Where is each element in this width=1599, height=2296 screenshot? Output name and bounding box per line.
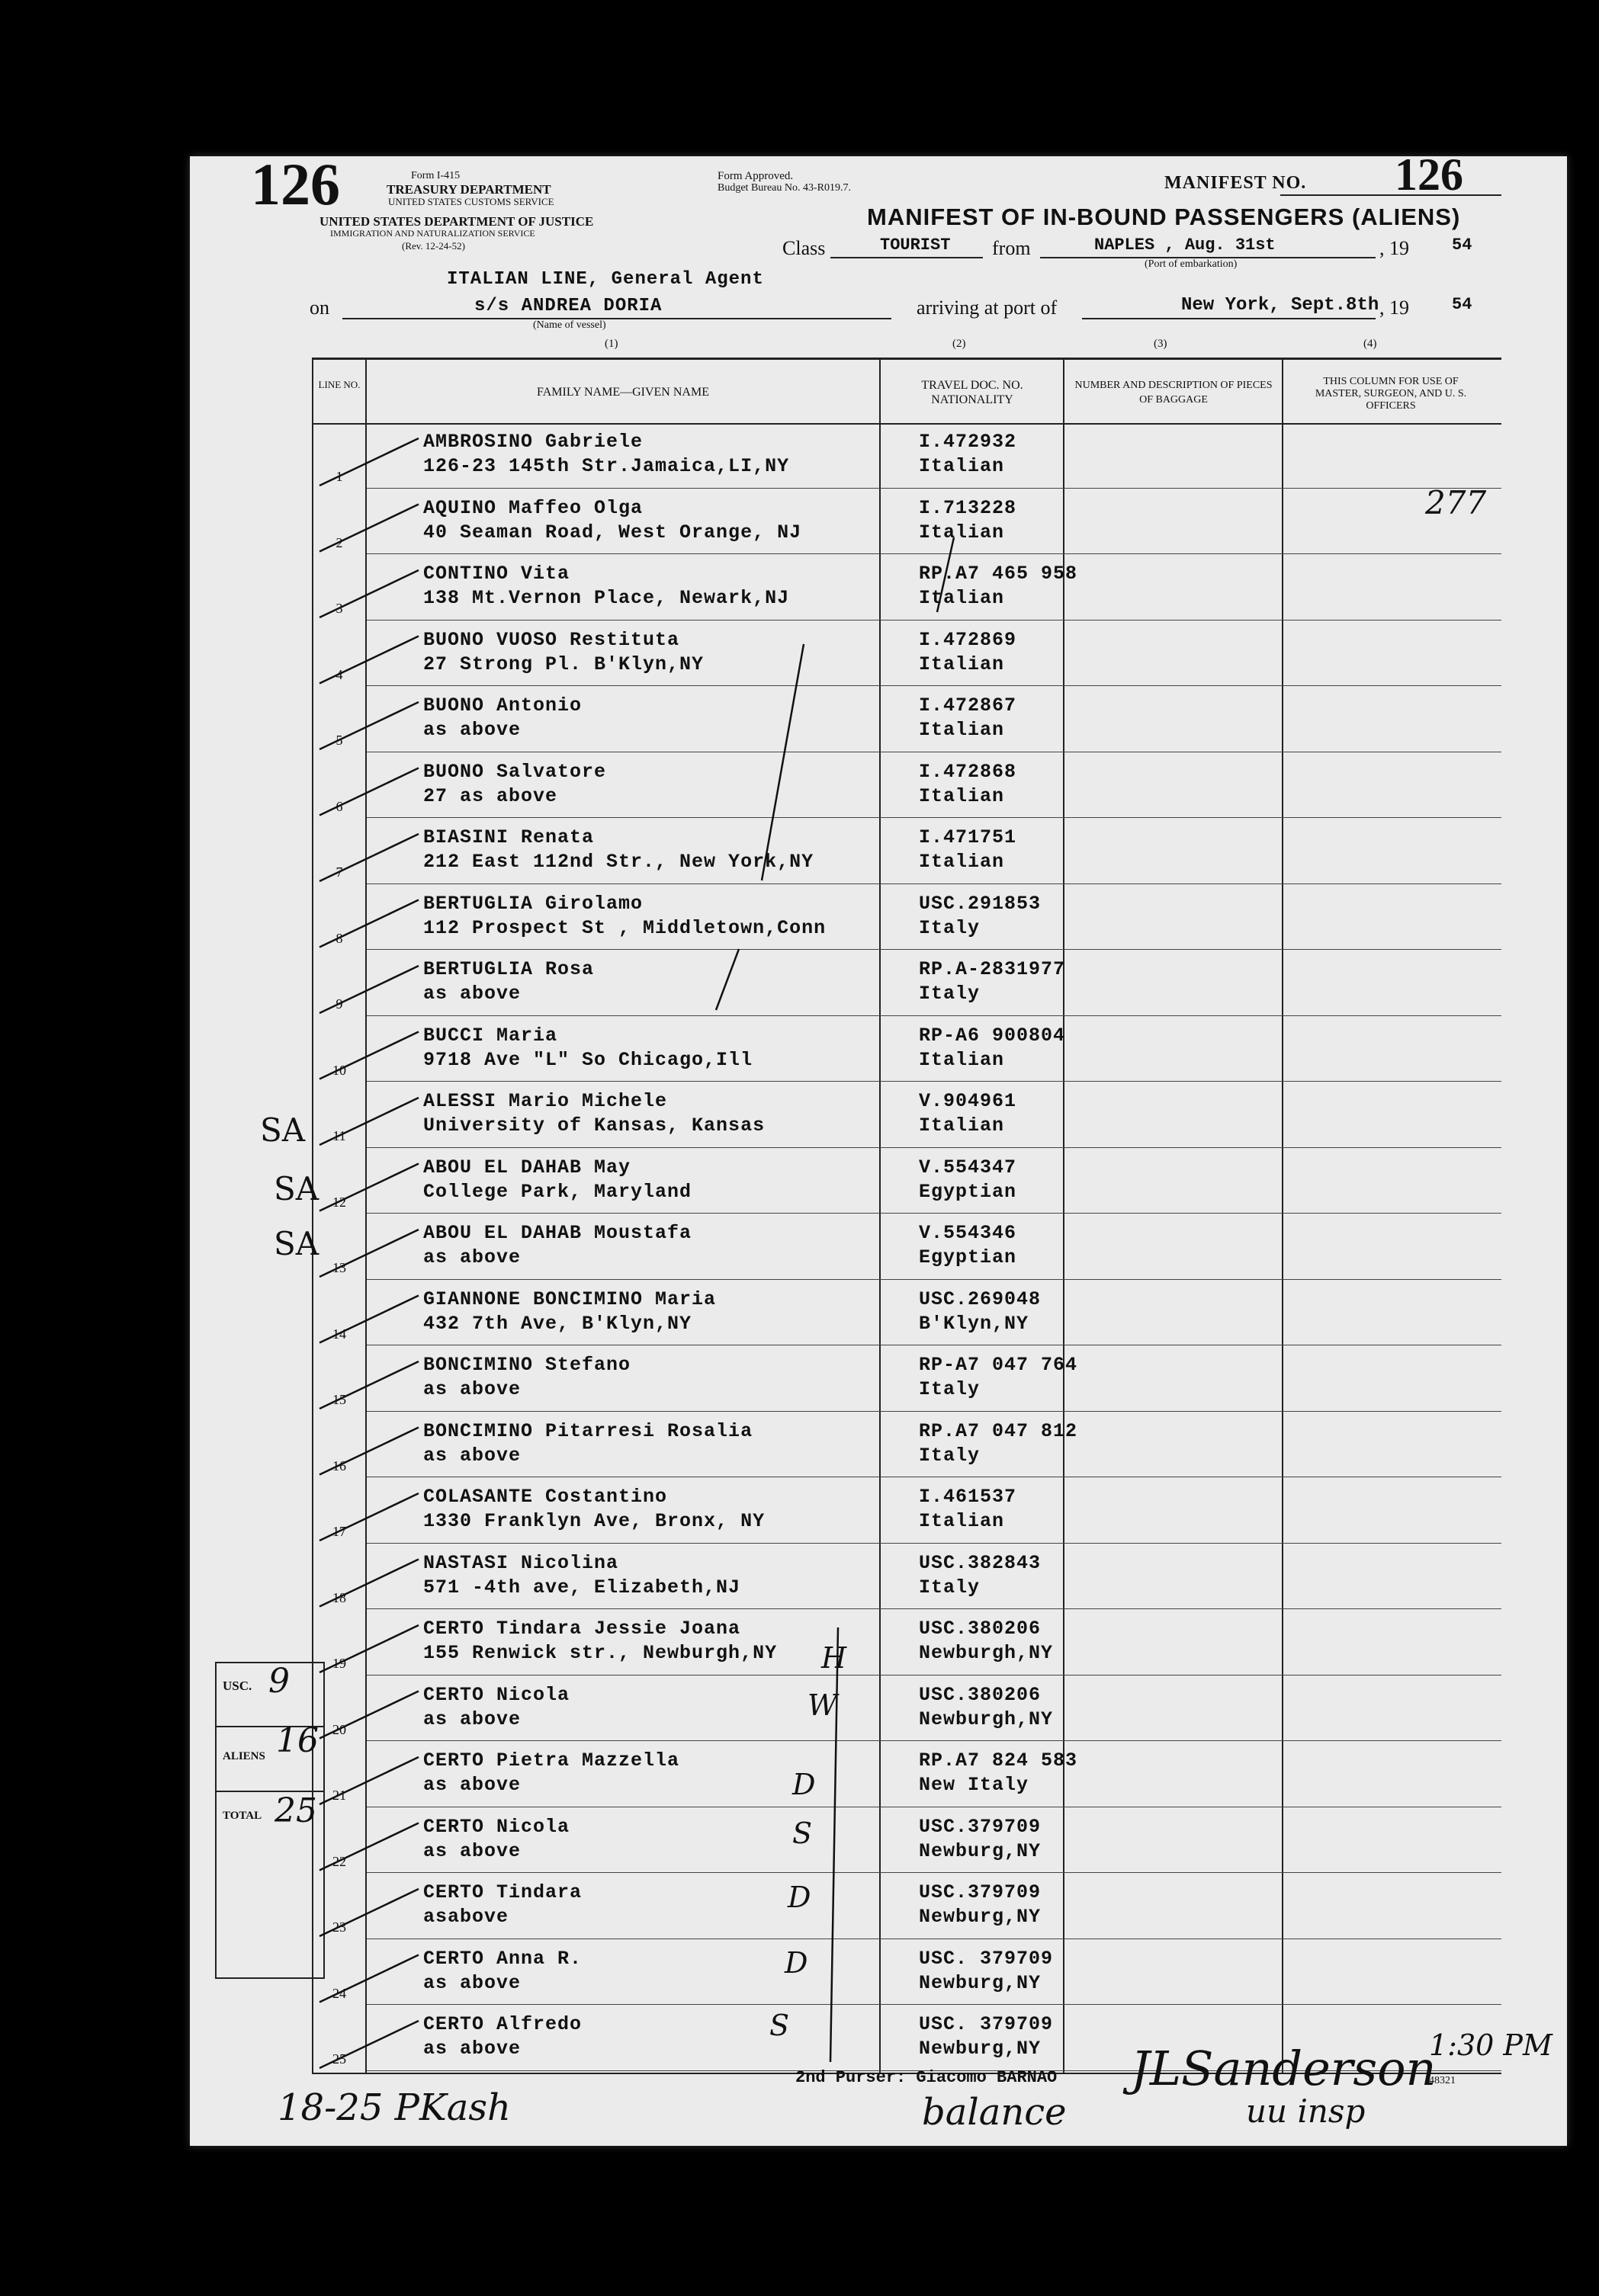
from-value: NAPLES , Aug. 31st (1094, 236, 1276, 255)
travel-doc-number: USC. 379709 (919, 1947, 1054, 1970)
col-4-number: (4) (1363, 338, 1377, 350)
passenger-address: as above (423, 1708, 522, 1730)
passenger-address: 155 Renwick str., Newburgh,NY (423, 1642, 778, 1664)
handwritten-mark-20: W (808, 1688, 838, 1722)
travel-doc-number: USC.382843 (919, 1551, 1042, 1574)
justice-department: UNITED STATES DEPARTMENT OF JUSTICE (319, 214, 594, 229)
check-mark-stroke (319, 1098, 419, 1145)
nationality: Newburg,NY (919, 2038, 1042, 2060)
treasury-department: TREASURY DEPARTMENT (387, 182, 551, 197)
tally-total-label: TOTAL (223, 1810, 262, 1822)
vessel-name: s/s ANDREA DORIA (474, 296, 663, 316)
col-2-number: (2) (952, 338, 966, 350)
travel-doc-number: USC.380206 (919, 1683, 1042, 1706)
passenger-name: BIASINI Renata (423, 826, 595, 848)
passenger-name: CERTO Tindara Jessie Joana (423, 1618, 741, 1640)
tally-aliens-label: ALIENS (223, 1750, 265, 1762)
tally-usc-label: USC. (223, 1679, 252, 1693)
passenger-name: CONTINO Vita (423, 563, 570, 585)
travel-doc-number: USC.269048 (919, 1287, 1042, 1310)
col-1-number: (1) (605, 338, 618, 350)
passenger-address: 9718 Ave "L" So Chicago,Ill (423, 1048, 753, 1071)
passenger-name: BUONO Antonio (423, 694, 583, 717)
line-number: 16 (332, 1457, 346, 1473)
passenger-name: CERTO Nicola (423, 1815, 570, 1838)
line-number: 12 (332, 1194, 346, 1210)
header-baggage: NUMBER AND DESCRIPTION OF PIECES OF BAGGAGE (1074, 380, 1273, 406)
check-mark-stroke (319, 1692, 419, 1739)
travel-doc-number: I.472867 (919, 694, 1017, 717)
nationality: Italian (919, 1114, 1005, 1137)
check-mark-stroke (319, 2021, 419, 2068)
passenger-name: CERTO Pietra Mazzella (423, 1749, 680, 1772)
passenger-name: ABOU EL DAHAB Moustafa (423, 1222, 692, 1244)
travel-doc-number: RP-A7 047 764 (919, 1354, 1078, 1376)
passenger-name: BERTUGLIA Rosa (423, 958, 595, 980)
check-mark-stroke (319, 1230, 419, 1277)
handwritten-count: 277 (1425, 484, 1487, 521)
nationality: Newburgh,NY (919, 1708, 1054, 1730)
margin-stroke (830, 1627, 838, 2062)
passenger-address: 27 as above (423, 784, 558, 807)
passenger-name: CERTO Anna R. (423, 1947, 583, 1970)
passenger-name: BUONO Salvatore (423, 760, 607, 783)
travel-doc-number: RP.A7 824 583 (919, 1749, 1078, 1772)
form-number: Form I-415 (411, 170, 461, 181)
check-mark-stroke (319, 1823, 419, 1871)
passenger-address: College Park, Maryland (423, 1180, 692, 1203)
line-number: 7 (336, 864, 343, 880)
line-number: 18 (332, 1589, 346, 1605)
handwritten-mark-24: D (785, 1946, 808, 1980)
passenger-address: 432 7th Ave, B'Klyn,NY (423, 1312, 692, 1335)
header-family-name: FAMILY NAME—GIVEN NAME (537, 386, 709, 399)
travel-doc-number: RP.A7 465 958 (919, 563, 1078, 585)
line-number: 23 (332, 1919, 346, 1935)
nationality: Newburg,NY (919, 1906, 1042, 1928)
check-mark-stroke (319, 1757, 419, 1804)
line-number: 13 (332, 1260, 346, 1275)
arrival-value: New York, Sept.8th (1181, 295, 1379, 316)
line-number: 10 (332, 1062, 346, 1078)
travel-doc-number: V.554347 (919, 1156, 1017, 1178)
tally-usc-value: 9 (268, 1662, 290, 1701)
customs-service: UNITED STATES CUSTOMS SERVICE (388, 196, 554, 207)
check-mark-stroke (319, 505, 419, 552)
travel-doc-number: USC. 379709 (919, 2013, 1054, 2035)
line-number: 25 (332, 2051, 346, 2067)
nationality: Newburgh,NY (919, 1642, 1054, 1664)
travel-doc-number: USC.379709 (919, 1881, 1042, 1903)
passenger-address: as above (423, 1774, 522, 1796)
travel-doc-number: USC.380206 (919, 1618, 1042, 1640)
line-number: 19 (332, 1656, 346, 1671)
handwritten-mark-23: D (788, 1881, 811, 1914)
nationality: Italy (919, 1576, 981, 1599)
line-number: 21 (332, 1788, 346, 1803)
check-mark-stroke (319, 1955, 419, 2003)
nationality: Italian (919, 784, 1005, 807)
manifest-title: MANIFEST OF IN-BOUND PASSENGERS (ALIENS) (867, 204, 1461, 230)
nationality: Egyptian (919, 1246, 1017, 1268)
travel-doc-number: RP.A7 047 812 (919, 1419, 1078, 1442)
nationality: Italian (919, 719, 1005, 741)
travel-doc-number: RP.A-2831977 (919, 958, 1066, 980)
line-number: 6 (336, 798, 343, 814)
handwritten-mark-22: S (792, 1817, 813, 1850)
passenger-name: AMBROSINO Gabriele (423, 431, 644, 453)
travel-doc-number: I.461537 (919, 1486, 1017, 1508)
line-number: 2 (336, 534, 343, 550)
handwritten-sa-13: SA (274, 1225, 319, 1262)
travel-doc-number: I.471751 (919, 826, 1017, 848)
passenger-address: 138 Mt.Vernon Place, Newark,NJ (423, 587, 790, 609)
handwritten-balance: balance (922, 2091, 1067, 2134)
check-mark-stroke (319, 1493, 419, 1541)
check-mark-stroke (319, 768, 419, 816)
travel-doc-number: I.472868 (919, 760, 1017, 783)
passenger-name: BUONO VUOSO Restituta (423, 628, 680, 651)
nationality: Newburg,NY (919, 1839, 1042, 1862)
check-mark-stroke (319, 1296, 419, 1343)
handwritten-check-marks (190, 156, 1567, 2146)
nationality: Italian (919, 653, 1005, 675)
passenger-address: as above (423, 2038, 522, 2060)
passenger-name: COLASANTE Costantino (423, 1486, 668, 1508)
passenger-name: BONCIMINO Stefano (423, 1354, 631, 1376)
year-value-1: 54 (1452, 236, 1472, 255)
nationality: B'Klyn,NY (919, 1312, 1029, 1335)
margin-stroke (937, 537, 954, 612)
check-mark-stroke (319, 1428, 419, 1475)
passenger-address: 126-23 145th Str.Jamaica,LI,NY (423, 455, 790, 477)
handwritten-signature: JLSanderson (1131, 2041, 1437, 2096)
line-number: 4 (336, 666, 343, 682)
passenger-name: NASTASI Nicolina (423, 1551, 619, 1574)
passenger-name: AQUINO Maffeo Olga (423, 496, 644, 519)
nationality: Italian (919, 1048, 1005, 1071)
check-mark-stroke (319, 900, 419, 948)
nationality: Italy (919, 983, 981, 1005)
check-mark-stroke (319, 1625, 419, 1672)
line-number: 9 (336, 996, 343, 1012)
nationality: Italy (919, 916, 981, 939)
manifest-page (190, 149, 1567, 2146)
check-mark-stroke (319, 637, 419, 684)
nationality: Italy (919, 1444, 981, 1467)
passenger-address: 212 East 112nd Str., New York,NY (423, 851, 814, 873)
passenger-name: CERTO Tindara (423, 1881, 583, 1903)
check-mark-stroke (319, 702, 419, 749)
handwritten-sa-12: SA (274, 1170, 319, 1207)
passenger-address: 1330 Franklyn Ave, Bronx, NY (423, 1510, 766, 1532)
header-travel-doc: TRAVEL DOC. NO. NATIONALITY (921, 379, 1023, 406)
arriving-label: arriving at port of (917, 297, 1058, 319)
check-mark-stroke (319, 1889, 419, 1936)
travel-doc-number: V.554346 (919, 1222, 1017, 1244)
passenger-address: 40 Seaman Road, West Orange, NJ (423, 521, 802, 544)
ins-service: IMMIGRATION AND NATURALIZATION SERVICE (330, 228, 535, 239)
year-value-2: 54 (1452, 295, 1472, 314)
vessel-caption: (Name of vessel) (533, 319, 606, 331)
from-label: from (992, 237, 1031, 259)
passenger-address: as above (423, 1839, 522, 1862)
travel-doc-number: USC.379709 (919, 1815, 1042, 1838)
class-value: TOURIST (880, 236, 951, 255)
line-number: 14 (332, 1326, 346, 1342)
passenger-name: BONCIMINO Pitarresi Rosalia (423, 1419, 753, 1442)
passenger-name: BERTUGLIA Girolamo (423, 892, 644, 915)
passenger-address: as above (423, 1444, 522, 1467)
line-number: 8 (336, 930, 343, 946)
passenger-name: BUCCI Maria (423, 1024, 558, 1047)
passenger-name: CERTO Nicola (423, 1683, 570, 1706)
travel-doc-number: I.472932 (919, 431, 1017, 453)
tally-aliens-value: 16 (276, 1721, 319, 1760)
handwritten-sa-11: SA (260, 1111, 306, 1149)
passenger-name: CERTO Alfredo (423, 2013, 583, 2035)
passenger-address: asabove (423, 1906, 509, 1928)
nationality: Italian (919, 1510, 1005, 1532)
budget-bureau: Budget Bureau No. 43-R019.7. (718, 182, 851, 194)
nationality: Newburg,NY (919, 1971, 1042, 1994)
year-prefix-1: , 19 (1379, 237, 1409, 259)
nationality: Italian (919, 587, 1005, 609)
port-embarkation-caption: (Port of embarkation) (1145, 258, 1238, 270)
check-mark-stroke (319, 570, 419, 617)
nationality: New Italy (919, 1774, 1029, 1796)
handwritten-footer-left: 18-25 PKash (278, 2086, 511, 2129)
margin-stroke (762, 644, 804, 880)
purser-line: 2nd Purser: Giacomo BARNAO (795, 2068, 1058, 2087)
line-number: 11 (332, 1128, 346, 1143)
handwritten-mark-21: D (792, 1768, 816, 1801)
passenger-name: GIANNONE BONCIMINO Maria (423, 1287, 717, 1310)
passenger-address: as above (423, 1246, 522, 1268)
class-label: Class (782, 237, 826, 259)
stamp-number: 48321 (1429, 2075, 1456, 2086)
manifest-no-label: MANIFEST NO. (1164, 173, 1307, 193)
line-number: 22 (332, 1853, 346, 1869)
agent-line: ITALIAN LINE, General Agent (447, 269, 764, 290)
line-number: 17 (332, 1524, 346, 1539)
line-number: 24 (332, 1985, 346, 2001)
passenger-address: as above (423, 719, 522, 741)
handwritten-mark-19: H (821, 1641, 847, 1675)
page-number: 126 (251, 151, 340, 217)
header-line-no: LINE NO. (318, 379, 361, 390)
check-mark-stroke (319, 438, 419, 486)
col-3-number: (3) (1154, 338, 1167, 350)
passenger-address: 27 Strong Pl. B'Klyn,NY (423, 653, 705, 675)
travel-doc-number: RP-A6 900804 (919, 1024, 1066, 1047)
tally-total-value: 25 (275, 1791, 317, 1830)
check-mark-stroke (319, 1560, 419, 1607)
travel-doc-number: USC.291853 (919, 892, 1042, 915)
nationality: Italian (919, 521, 1005, 544)
handwritten-mark-25: S (769, 2009, 790, 2042)
passenger-address: as above (423, 983, 522, 1005)
passenger-address: 571 -4th ave, Elizabeth,NJ (423, 1576, 741, 1599)
travel-doc-number: I.472869 (919, 628, 1017, 651)
nationality: Egyptian (919, 1180, 1017, 1203)
passenger-name: ALESSI Mario Michele (423, 1090, 668, 1112)
check-mark-stroke (319, 834, 419, 881)
travel-doc-number: I.713228 (919, 496, 1017, 519)
check-mark-stroke (319, 1361, 419, 1409)
form-revision: (Rev. 12-24-52) (402, 240, 465, 252)
passenger-address: University of Kansas, Kansas (423, 1114, 766, 1137)
nationality: Italian (919, 455, 1005, 477)
handwritten-insp: uu insp (1246, 2092, 1366, 2130)
manifest-number: 126 (1395, 149, 1463, 200)
form-approved: Form Approved. (718, 170, 794, 182)
handwritten-time: 1:30 PM (1429, 2028, 1552, 2062)
header-officers: THIS COLUMN FOR USE OF MASTER, SURGEON, AND U. S. OFFICERS (1315, 376, 1467, 412)
nationality: Italian (919, 851, 1005, 873)
travel-doc-number: V.904961 (919, 1090, 1017, 1112)
check-mark-stroke (319, 966, 419, 1013)
line-number: 15 (332, 1392, 346, 1407)
check-mark-stroke (319, 1032, 419, 1079)
line-number: 20 (332, 1721, 346, 1737)
nationality: Italy (919, 1378, 981, 1400)
year-prefix-2: , 19 (1379, 297, 1409, 319)
passenger-name: ABOU EL DAHAB May (423, 1156, 631, 1178)
check-mark-stroke (319, 1164, 419, 1211)
passenger-address: 112 Prospect St , Middletown,Conn (423, 916, 827, 939)
passenger-address: as above (423, 1378, 522, 1400)
on-label: on (310, 297, 329, 319)
margin-stroke (716, 949, 739, 1010)
passenger-address: as above (423, 1971, 522, 1994)
line-number: 3 (336, 601, 343, 616)
line-number: 1 (336, 469, 343, 484)
line-number: 5 (336, 733, 343, 748)
